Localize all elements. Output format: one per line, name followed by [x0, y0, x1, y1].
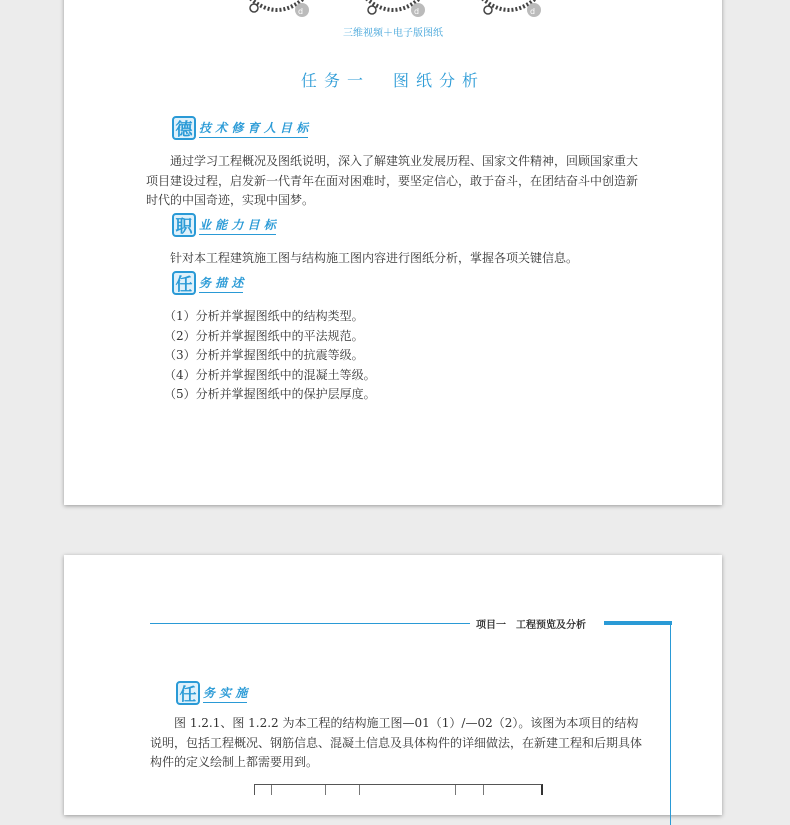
qr-code-icon[interactable]	[350, 0, 436, 24]
svg-text:d: d	[298, 7, 304, 16]
qr-code-icon[interactable]	[234, 0, 320, 24]
section-header-skill-goal	[172, 213, 276, 239]
header-rule	[150, 623, 470, 624]
task-list	[164, 307, 634, 405]
document-page-1	[64, 0, 722, 505]
list-item: （5）分析并掌握图纸中的保护层厚度。	[164, 387, 376, 401]
section-title: 技 术 修 育 人 目 标	[199, 119, 308, 138]
moral-goal-paragraph: 通过学习工程概况及图纸说明，深入了解建筑业发展历程、国家文件精神，回顾国家重大项目建设过程，启发新一代青年在面对困难时，要坚定信心，敢于奋斗，在团结奋斗中创造新时代的中国奇迹，实现中国梦。	[146, 154, 639, 207]
section-badge-icon: 任	[176, 681, 200, 705]
section-title: 业 能 力 目 标	[199, 216, 276, 235]
qr-caption: 三维视频＋电子版图纸	[343, 28, 443, 39]
running-header: 项目一 工程预览及分析	[476, 620, 586, 631]
section-badge-icon: 任	[172, 271, 196, 295]
margin-rule	[670, 625, 671, 825]
list-item: （1）分析并掌握图纸中的结构类型。	[164, 309, 364, 323]
document-page-2	[64, 555, 722, 815]
task-title: 任务一 图纸分析	[300, 71, 485, 90]
list-item: （2）分析并掌握图纸中的平法规范。	[164, 328, 364, 343]
header-accent-bar	[604, 621, 672, 625]
implementation-paragraph: 图 1.2.1、图 1.2.2 为本工程的结构施工图—01（1）/—02（2）。该图为本项目的结构说明，包括工程概况、钢筋信息、混凝土信息及具体构件的详细做法，在新建工程和后期具体构件的定义绘制上都需要用到。	[150, 716, 643, 769]
skill-goal-paragraph: 针对本工程建筑施工图与结构施工图内容进行图纸分析，掌握各项关键信息。	[170, 251, 579, 265]
section-title: 务 描 述	[199, 274, 243, 293]
section-badge-icon: 职	[172, 213, 196, 237]
qr-code-icon[interactable]	[466, 0, 552, 24]
list-item: （3）分析并掌握图纸中的抗震等级。	[164, 348, 364, 362]
section-header-task-description	[172, 271, 243, 297]
section-header-task-implementation	[176, 681, 247, 707]
list-item: （4）分析并掌握图纸中的混凝土等级。	[164, 367, 376, 382]
section-title: 务 实 施	[203, 684, 247, 703]
svg-text:d: d	[530, 7, 536, 16]
section-badge-icon: 德	[172, 116, 196, 140]
svg-text:d: d	[414, 7, 420, 16]
section-header-moral-goal	[172, 116, 308, 142]
